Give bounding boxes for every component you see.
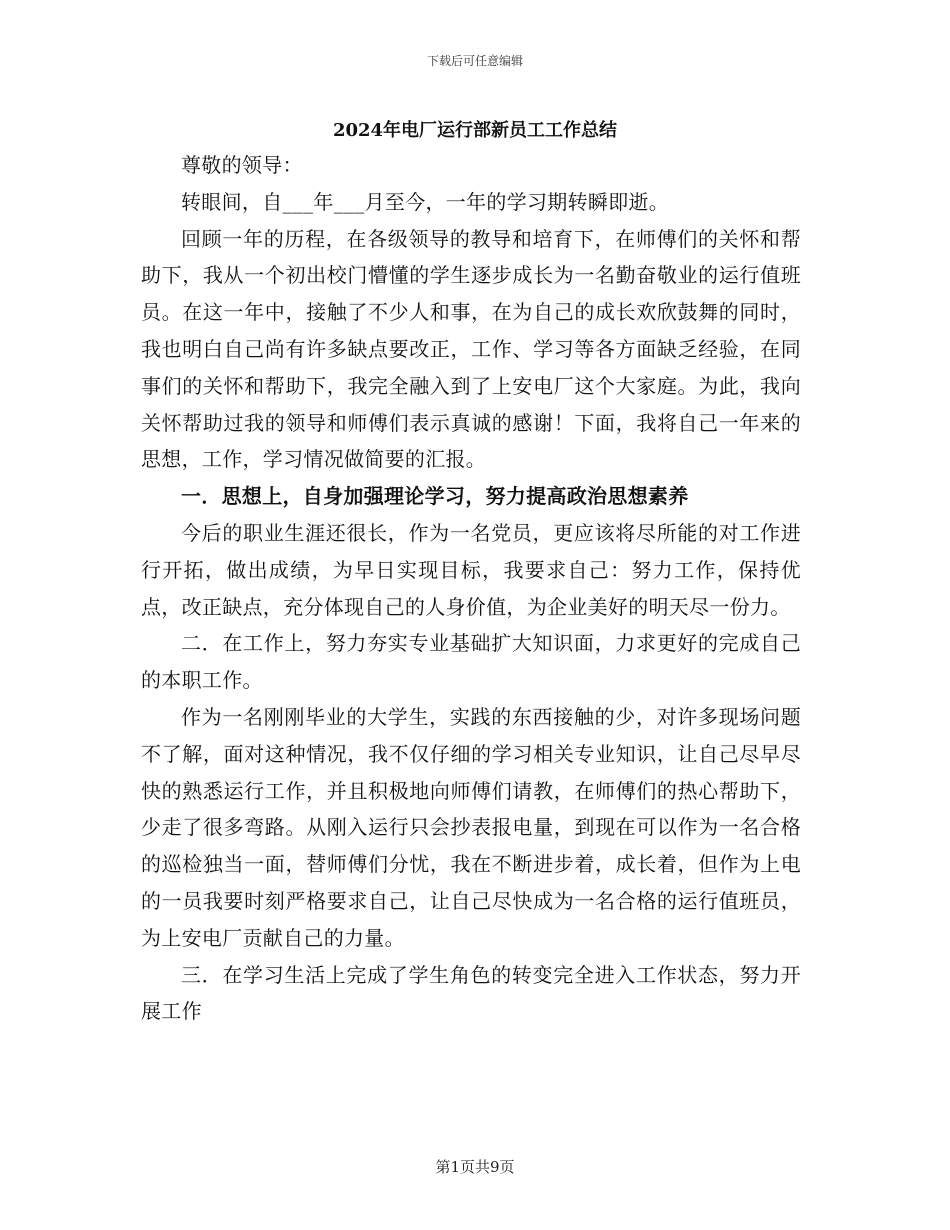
paragraph-review: 回顾一年的历程，在各级领导的教导和培育下，在师傅们的关怀和帮助下，我从一个初出校门懵懂的学生逐步成长为一名勤奋敬业的运行值班员。在这一年中，接触了不少人和事，在为自己的成长欢欣鼓舞的同时，我也明白自己尚有许多缺点要改正，工作、学习等各方面缺乏经验，在同事们的关怀和帮助下，我完全融入到了上安电厂这个大家庭。为此，我向关怀帮助过我的领导和师傅们表示真诚的感谢！下面，我将自己一年来的思想，工作，学习情况做简要的汇报。: [141, 226, 801, 472]
page-header-note: 下载后可任意编辑: [426, 54, 523, 68]
salutation: 尊敬的领导：: [181, 153, 303, 177]
document-body: [141, 147, 801, 1030]
paragraph-section-2: 作为一名刚刚毕业的大学生，实践的东西接触的少，对许多现场问题不了解，面对这种情况，我不仅仔细的学习相关专业知识，让自己尽早尽快的熟悉运行工作，并且积极地向师傅们请教，在师傅们的热心帮助下，少走了很多弯路。从刚入运行只会抄表报电量，到现在可以作为一名合格的巡检独当一面，替师傅们分忧，我在不断进步着，成长着，但作为上电的一员我要时刻严格要求自己，让自己尽快成为一名合格的运行值班员，为上安电厂贡献自己的力量。: [141, 704, 801, 950]
page-number: 第1页共9页: [435, 1158, 515, 1176]
paragraph-intro: 转眼间，自___年___月至今，一年的学习期转瞬即逝。: [181, 189, 670, 214]
section-heading-1: 一．思想上，自身加强理论学习，努力提高政治思想素养: [181, 484, 689, 509]
section-heading-3: 三．在学习生活上完成了学生角色的转变完全进入工作状态，努力开展工作: [141, 962, 801, 1024]
document-title: 2024年电厂运行部新员工工作总结: [332, 120, 618, 141]
paragraph-section-1: 今后的职业生涯还很长，作为一名党员，更应该将尽所能的对工作进行开拓，做出成绩，为早日实现目标，我要求自己：努力工作，保持优点，改正缺点，充分体现自己的人身价值，为企业美好的明天尽一份力。: [141, 520, 801, 619]
section-heading-2: 二．在工作上，努力夯实专业基础扩大知识面，力求更好的完成自己的本职工作。: [141, 631, 801, 693]
